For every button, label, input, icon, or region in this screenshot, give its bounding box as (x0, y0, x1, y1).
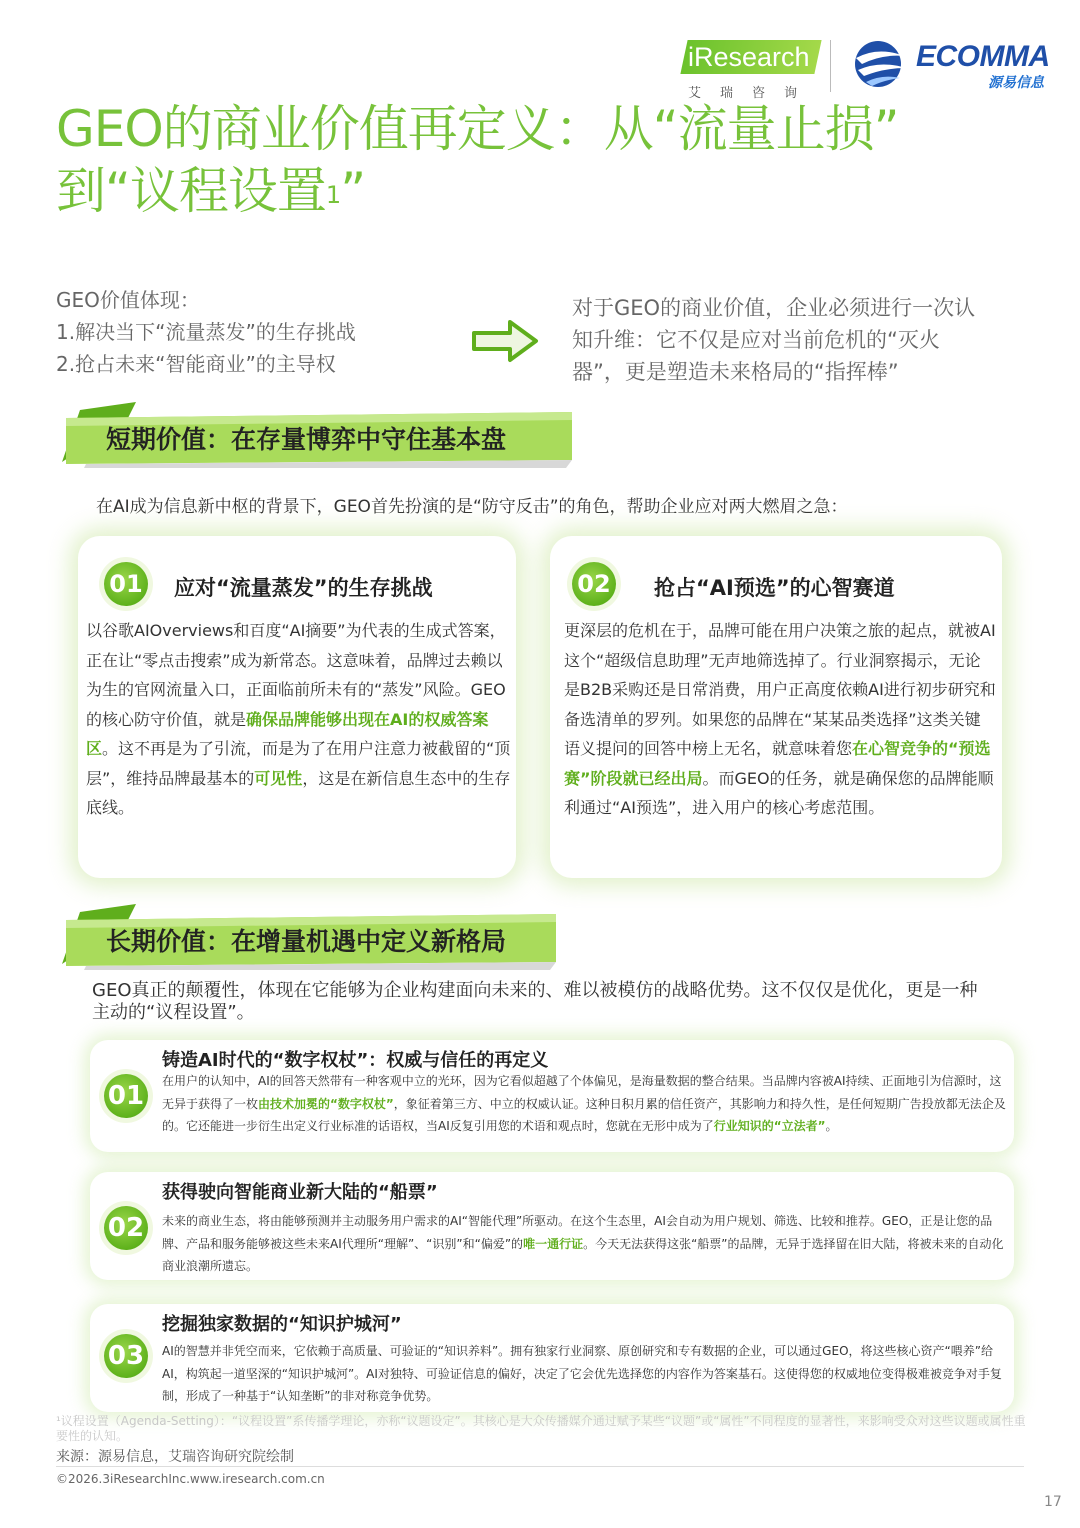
long-term-lead: GEO真正的颠覆性，体现在它能够为企业构建面向未来的、难以被模仿的战略优势。这不仅仅是优化，更是一种主动的“议程设置”。 (92, 980, 978, 1023)
item-body: 未来的商业生态，将由能够预测并主动服务用户需求的AI“智能代理”所驱动。在这个生态里，AI会自动为用户规划、筛选、比较和推荐。GEO，正是让您的品牌、产品和服务能够被这些未来AI代理所“理解”、“识别”和“偏爱”的唯一通行证。今天无法获得这张“船票”的品牌，无异于选择留在旧大陆，将被未来的自动化商业浪潮所遗忘。 (162, 1214, 1004, 1273)
card-number-badge: 02 (572, 562, 616, 606)
ecomma-cn-name: 源易信息 (988, 75, 1044, 91)
card-body: 更深层的危机在于，品牌可能在用户决策之旅的起点，就被AI这个“超级信息助理”无声地筛选掉了。行业洞察揭示，无论是B2B采购还是日常消费，用户正高度依赖AI进行初步研究和备选清单的罗列。如果您的品牌在“某某品类选择”这类关键语义提问的回答中榜上无名，就意味着您在心智竞争的“预选赛”阶段就已经出局。而GEO的任务，就是确保您的品牌能顺利通过“AI预选”，进入用户的核心考虑范围。 (564, 621, 996, 817)
logo-divider (830, 40, 831, 92)
source-note: 来源：源易信息，艾瑞咨询研究院绘制 (56, 1449, 294, 1465)
ecomma-wordmark: ECOMMA (916, 40, 1050, 73)
geo-value-statement: 对于GEO的商业价值，企业必须进行一次认知升维：它不仅是应对当前危机的“灭火器”，更是塑造未来格局的“指挥棒” (572, 296, 976, 384)
card-heading: 抢占“AI预选”的心智赛道 (654, 576, 895, 600)
iresearch-cn-name: 艾瑞咨询 (688, 86, 817, 101)
card-number-badge: 01 (104, 562, 148, 606)
summary-line: GEO价值体现： (56, 288, 200, 312)
footer-divider (56, 1466, 1024, 1467)
copyright: ©2026.3iResearchInc.www.iresearch.com.cn (56, 1472, 325, 1486)
card-heading: 应对“流量蒸发”的生存挑战 (174, 576, 433, 600)
item-number-badge: 01 (104, 1074, 148, 1118)
short-term-lead: 在AI成为信息新中枢的背景下，GEO首先扮演的是“防守反击”的角色，帮助企业应对两大燃眉之急： (96, 497, 848, 517)
highlight-text: 唯一通行证 (523, 1236, 584, 1251)
page-title (56, 98, 1036, 222)
short-term-title: 短期价值：在存量博弈中守住基本盘 (106, 425, 507, 454)
long-term-banner (56, 900, 576, 970)
long-term-item-1 (90, 1040, 1014, 1152)
short-term-card-1 (78, 536, 516, 878)
long-term-item-3 (90, 1304, 1014, 1412)
item-number-badge: 03 (104, 1334, 148, 1378)
iresearch-wordmark: iResearch (688, 42, 810, 72)
title-line-1: GEO的商业价值再定义：从“流量止损” (56, 100, 899, 158)
title-line-2: 到“议程设置$^1$” (56, 162, 366, 220)
item-body: AI的智慧并非凭空而来，它依赖于高质量、可验证的“知识养料”。拥有独家行业洞察、原创研究和专有数据的企业，可以通过GEO，将这些核心资产“喂养”给AI，构筑起一道坚深的“知识护城河”。AI对独特、可验证信息的偏好，决定了它会优先选择您的内容作为答案基石。这使得您的权威地位变得极难被竞争对手复制，形成了一种基于“认知垄断”的非对称竞争优势。 (162, 1344, 1002, 1403)
footnote-marker: 1 (325, 181, 341, 209)
short-term-card-2 (550, 536, 1002, 878)
highlight-text: 确保品牌能够出现在AI的权威答案区 (86, 709, 489, 758)
item-heading: 挖掘独家数据的“知识护城河” (162, 1314, 402, 1335)
right-arrow-icon (470, 318, 540, 364)
page-number: 17 (1044, 1494, 1062, 1510)
highlight-text: 行业知识的“立法者” (713, 1119, 826, 1133)
ecomma-globe-icon (852, 38, 908, 90)
short-term-banner (56, 398, 576, 468)
item-body: 在用户的认知中，AI的回答天然带有一种客观中立的光环，因为它看似超越了个体偏见，是海量数据的整合结果。当品牌内容被AI持续、正面地引为信源时，这无异于获得了一枚由技术加冕的“数字权杖”，象征着第三方、中立的权威认证。这种日积月累的信任资产，其影响力和持久性，是任何短期广告投放都无法企及的。它还能进一步衍生出定义行业标准的话语权，当AI反复引用您的术语和观点时，您就在无形中成为了行业知识的“立法者”。 (162, 1074, 1006, 1133)
long-term-title: 长期价值：在增量机遇中定义新格局 (106, 927, 507, 956)
card-body: 以谷歌AIOverviews和百度“AI摘要”为代表的生成式答案，正在让“零点击搜索”成为新常态。这意味着，品牌过去赖以为生的官网流量入口，正面临前所未有的“蒸发”风险。GEO的核心防守价值，就是确保品牌能够出现在AI的权威答案区。这不再是为了引流，而是为了在用户注意力被截留的“顶层”，维持品牌最基本的可见性，这是在新信息生态中的生存底线。 (86, 621, 511, 817)
highlight-text: 由技术加冕的“数字权杖” (258, 1096, 394, 1111)
item-heading: 获得驶向智能商业新大陆的“船票” (162, 1182, 438, 1203)
highlight-text: 可见性 (254, 768, 303, 788)
summary-line: 2.抢占未来“智能商业”的主导权 (56, 352, 336, 376)
summary-line: 1.解决当下“流量蒸发”的生存挑战 (56, 320, 356, 344)
highlight-text: 在心智竞争的“预选赛”阶段就已经出局 (564, 739, 991, 788)
geo-value-summary (56, 284, 456, 380)
long-term-item-2 (90, 1172, 1014, 1280)
item-number-badge: 02 (104, 1206, 148, 1250)
iresearch-logo (684, 36, 817, 101)
item-heading: 铸造AI时代的“数字权杖”：权威与信任的再定义 (162, 1050, 549, 1071)
footnote: ¹议程设置（Agenda-Setting）：“议程设置”系传播学理论，亦称“议题设定”。其核心是大众传播媒介通过赋予某些“议题”或“属性”不同程度的显著性，来影响受众对这些议题或属性重要性的认知。 (56, 1414, 1026, 1443)
